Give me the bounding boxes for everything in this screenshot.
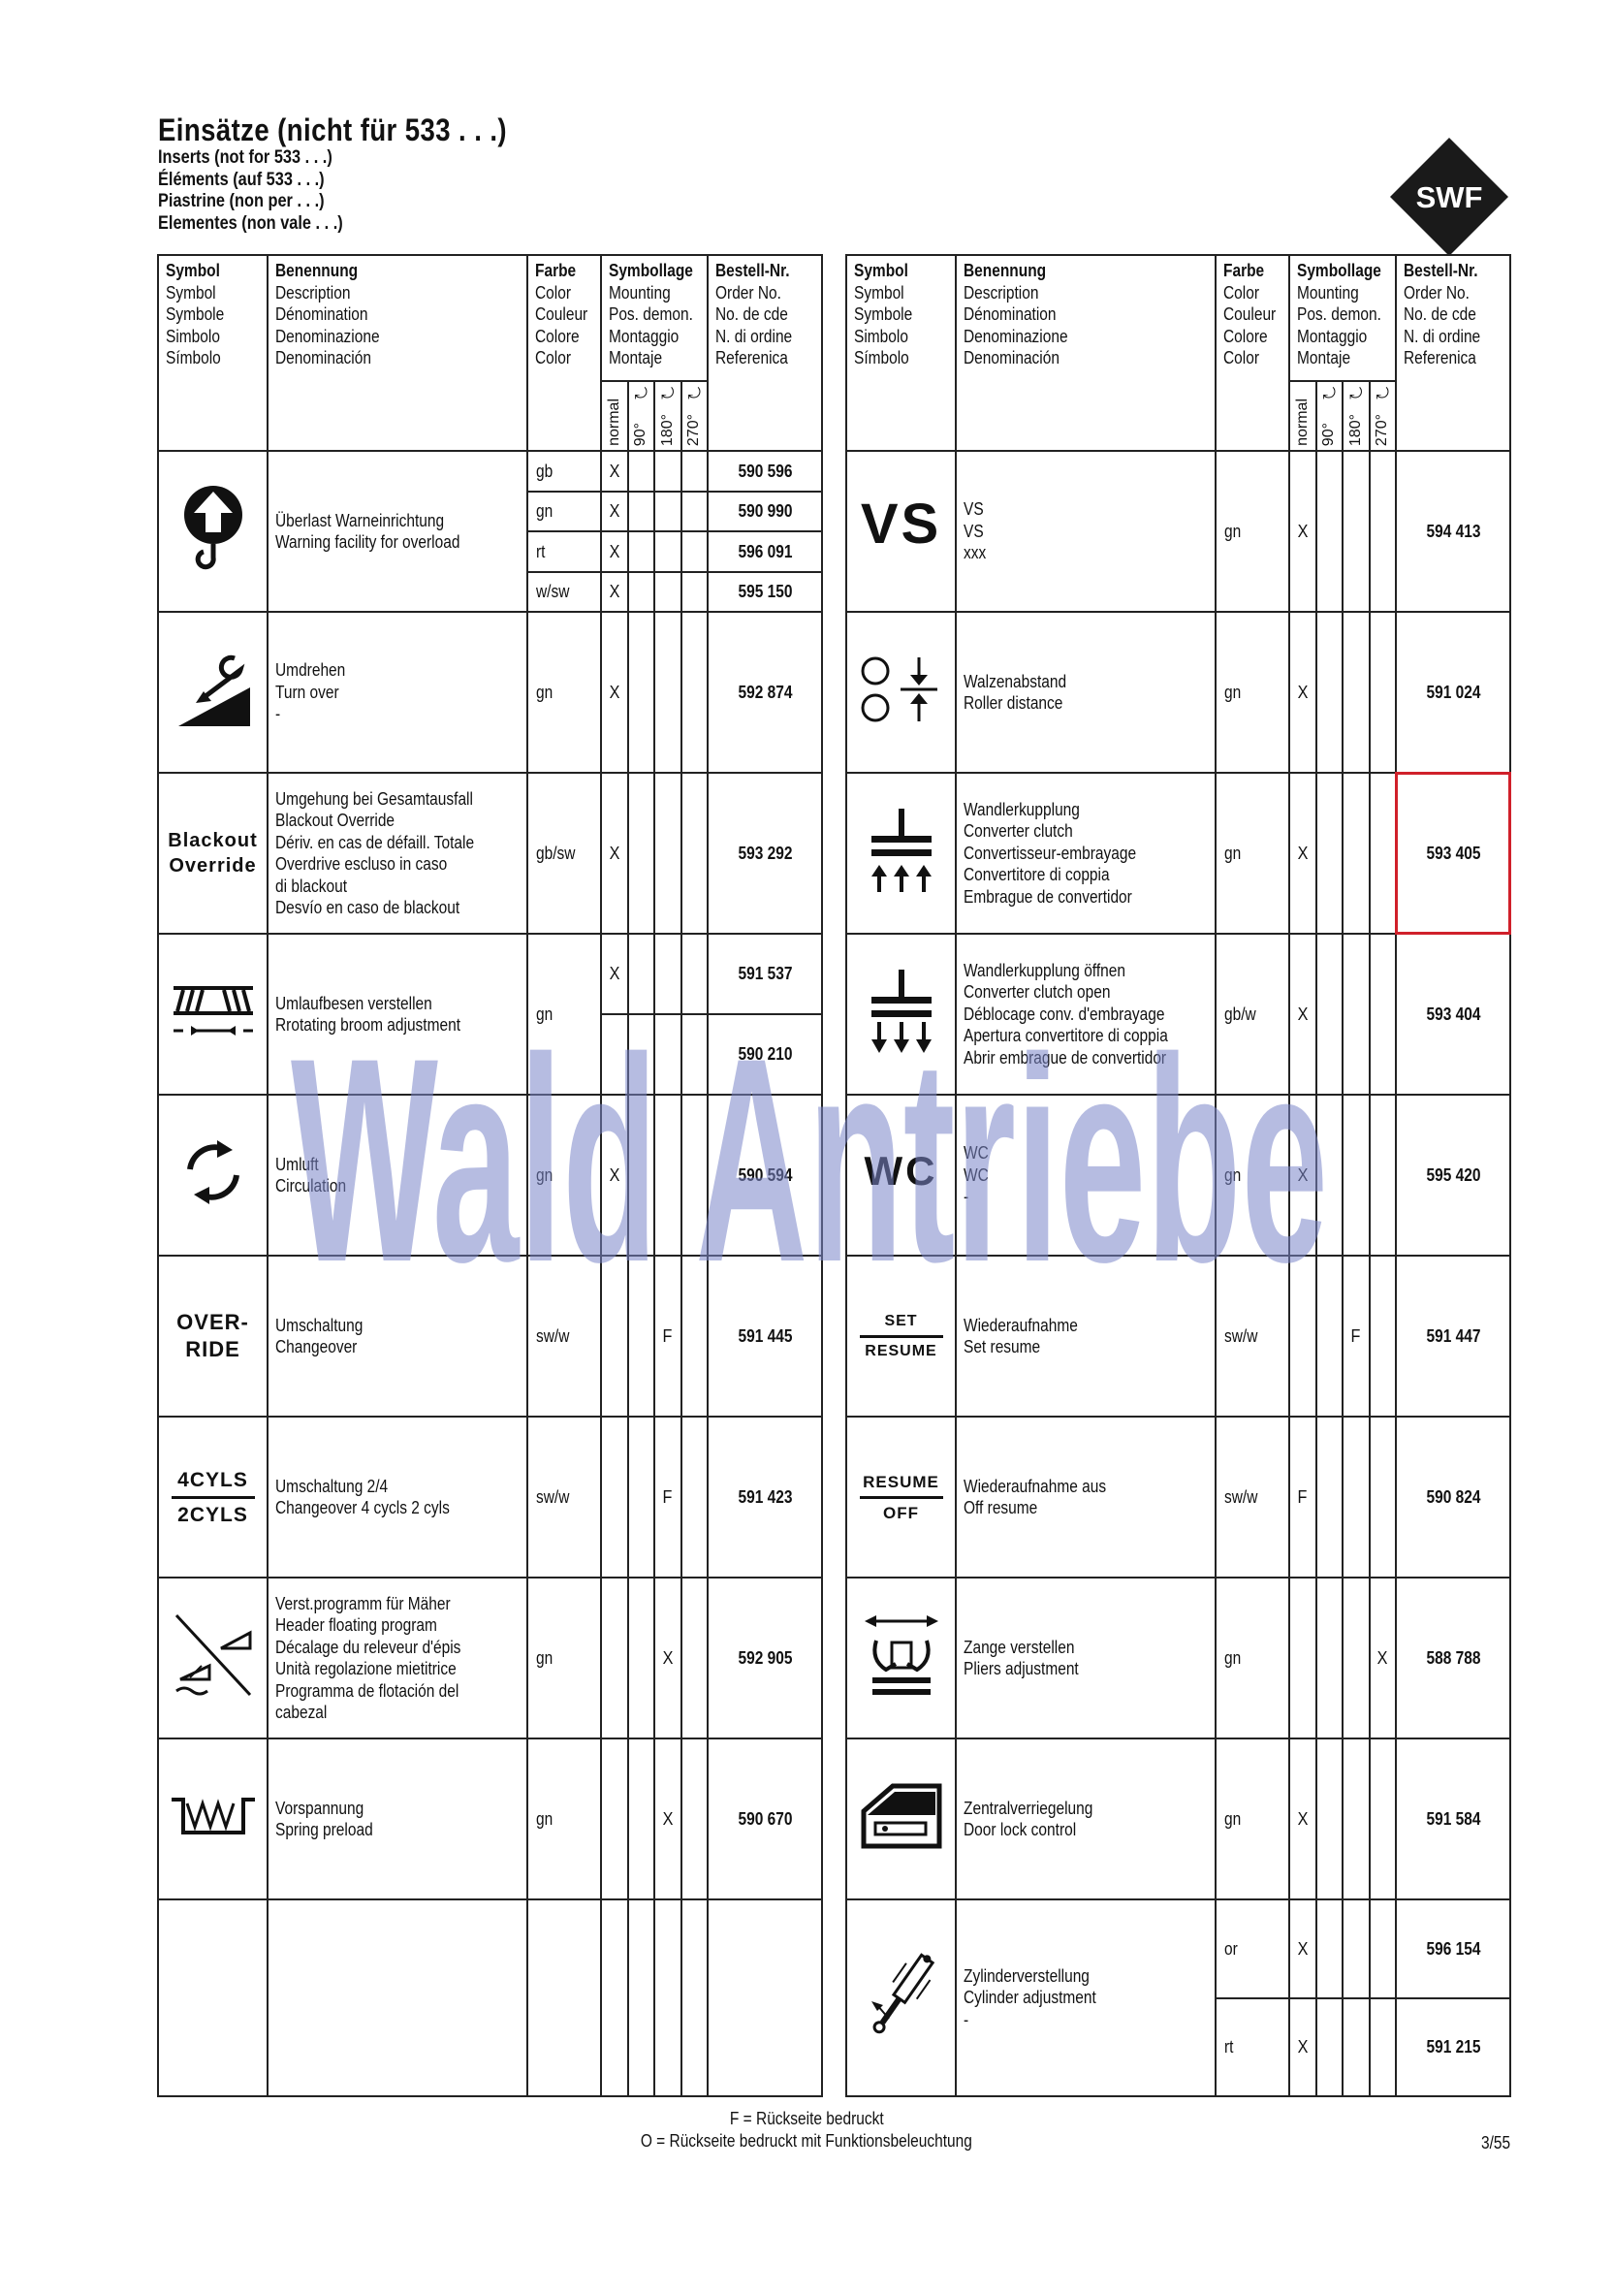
mounting-mark — [628, 612, 655, 773]
order-number: 591 215 — [1396, 1998, 1510, 2097]
mounting-mark — [1343, 1095, 1370, 1256]
mounting-mark — [1289, 1578, 1316, 1738]
symbol-cell — [158, 1095, 268, 1256]
mounting-mark — [628, 1014, 655, 1095]
order-number: 588 788 — [1396, 1578, 1510, 1738]
mounting-mark: X — [1289, 1738, 1316, 1899]
mounting-mark: X — [1289, 451, 1316, 612]
header-name: Benennung Description Dénomination Denominazione Denominación — [268, 255, 527, 451]
mounting-mark — [1316, 1998, 1344, 2097]
mounting-mark: F — [654, 1417, 681, 1578]
symbol-text: RESUME OFF — [847, 1471, 955, 1524]
color-cell: gn — [1216, 1095, 1289, 1256]
header-order: Bestell-Nr. Order No. No. de cde N. di ordine Referenica — [1396, 255, 1510, 451]
table-row — [158, 1578, 822, 1738]
mounting-mark — [628, 1095, 655, 1256]
header-color: Farbe Color Couleur Colore Color — [1216, 255, 1289, 451]
symbol-cell — [846, 1417, 956, 1578]
table-row — [846, 1256, 1510, 1417]
mounting-mark — [1370, 1738, 1397, 1899]
color-cell: gn — [1216, 1738, 1289, 1899]
cylinder-adjustment-icon — [868, 2028, 935, 2048]
table-row — [158, 934, 822, 1014]
order-number: 590 990 — [708, 492, 822, 532]
description-cell: Zange verstellen Pliers adjustment — [956, 1578, 1216, 1738]
door-lock-icon — [858, 1834, 945, 1854]
mounting-mark — [681, 612, 709, 773]
table-row — [158, 1095, 822, 1256]
footer-note-o: O = Rückseite bedruckt mit Funktionsbeleuchtung — [640, 2131, 973, 2151]
symbol-text: SET RESUME — [847, 1311, 955, 1362]
header-mounting: Symbollage Mounting Pos. demon. Montaggio Montaje — [1289, 255, 1396, 381]
mounting-mark — [654, 492, 681, 532]
converter-clutch-open-icon — [868, 1039, 935, 1059]
mounting-mark — [1316, 934, 1344, 1095]
left-parts-table — [157, 254, 823, 2097]
mounting-mark — [1316, 612, 1344, 773]
color-cell: gn — [1216, 1578, 1289, 1738]
table-row-empty — [158, 1899, 822, 2096]
order-number: 590 670 — [708, 1738, 822, 1899]
header-mounting: Symbollage Mounting Pos. demon. Montaggio Montaje — [601, 255, 708, 381]
header-position-0: normal — [1289, 381, 1316, 451]
table-row — [158, 1256, 822, 1417]
order-number: 593 404 — [1396, 934, 1510, 1095]
order-number: 590 210 — [708, 1014, 822, 1095]
mounting-mark: X — [1289, 773, 1316, 934]
symbol-cell — [158, 1738, 268, 1899]
header-position-3: 270° ⤾ — [681, 381, 709, 451]
color-cell: or — [1216, 1899, 1289, 1998]
mounting-mark — [1316, 1256, 1344, 1417]
symbol-text: WC — [864, 1147, 938, 1194]
mounting-mark — [628, 1256, 655, 1417]
mounting-mark — [1316, 1417, 1344, 1578]
table-row — [846, 1578, 1510, 1738]
mounting-mark — [1343, 1738, 1370, 1899]
right-parts-table — [845, 254, 1511, 2097]
mounting-mark: X — [601, 451, 628, 492]
watermark-text: Wald Antriebe — [291, 997, 1328, 1323]
mounting-mark — [628, 934, 655, 1014]
mounting-mark — [681, 934, 709, 1014]
mounting-mark: F — [1343, 1256, 1370, 1417]
color-cell: gn — [527, 934, 601, 1095]
symbol-cell — [846, 1578, 956, 1738]
title-subtitles — [158, 147, 373, 235]
order-number: 596 091 — [708, 531, 822, 572]
description-cell: Umluft Circulation — [268, 1095, 527, 1256]
mounting-mark — [681, 531, 709, 572]
mounting-mark: X — [601, 492, 628, 532]
converter-clutch-icon — [868, 878, 935, 898]
mounting-mark — [601, 1738, 628, 1899]
mounting-mark — [1370, 1998, 1397, 2097]
mounting-mark — [628, 1578, 655, 1738]
symbol-text: OVER- RIDE — [176, 1310, 249, 1361]
color-cell: w/sw — [527, 572, 601, 613]
subtitle-es: Elementes (non vale . . .) — [158, 212, 343, 234]
mounting-mark — [1370, 1417, 1397, 1578]
mounting-mark — [1370, 773, 1397, 934]
description-cell: Wandlerkupplung Converter clutch Convertisseur-embrayage Convertitore di coppia Embrague de convertidor — [956, 773, 1216, 934]
symbol-cell — [158, 934, 268, 1095]
color-cell: gb/sw — [527, 773, 601, 934]
mounting-mark — [628, 1738, 655, 1899]
color-cell: gn — [1216, 451, 1289, 612]
header-position-1: 90° ⤾ — [1316, 381, 1344, 451]
order-number: 591 447 — [1396, 1256, 1510, 1417]
color-cell: gn — [527, 612, 601, 773]
mounting-mark: X — [1370, 1578, 1397, 1738]
symbol-text: Blackout Override — [168, 830, 258, 877]
mounting-mark: X — [601, 1095, 628, 1256]
mounting-mark — [1370, 934, 1397, 1095]
mounting-mark — [1316, 451, 1344, 612]
table-row — [846, 1417, 1510, 1578]
mounting-mark — [601, 1417, 628, 1578]
description-cell: Wiederaufnahme aus Off resume — [956, 1417, 1216, 1578]
table-row — [158, 1738, 822, 1899]
circulation-icon — [176, 1189, 250, 1208]
mounting-mark: X — [654, 1578, 681, 1738]
symbol-cell — [846, 612, 956, 773]
mounting-mark — [1316, 1738, 1344, 1899]
mounting-mark — [1370, 612, 1397, 773]
mounting-mark — [654, 934, 681, 1014]
mounting-mark — [1343, 612, 1370, 773]
description-cell: Umschaltung Changeover — [268, 1256, 527, 1417]
logo-text: SWF — [1415, 180, 1483, 214]
mounting-mark — [1343, 773, 1370, 934]
header-color: Farbe Color Couleur Colore Color — [527, 255, 601, 451]
mounting-mark: F — [1289, 1417, 1316, 1578]
header-position-1: 90° ⤾ — [628, 381, 655, 451]
table-row — [846, 773, 1510, 934]
order-number: 593 292 — [708, 773, 822, 934]
symbol-cell — [846, 1738, 956, 1899]
mounting-mark: X — [1289, 934, 1316, 1095]
mounting-mark — [628, 492, 655, 532]
rotating-broom-icon — [170, 1025, 257, 1044]
mounting-mark — [1343, 1998, 1370, 2097]
subtitle-en: Inserts (not for 533 . . .) — [158, 147, 332, 168]
roller-distance-icon — [860, 710, 943, 729]
symbol-cell — [158, 451, 268, 612]
mounting-mark: X — [601, 773, 628, 934]
mounting-mark — [654, 1014, 681, 1095]
color-cell: gn — [1216, 773, 1289, 934]
mounting-mark — [681, 1417, 709, 1578]
mounting-mark — [681, 572, 709, 613]
pliers-adjustment-icon — [863, 1683, 940, 1703]
mounting-mark — [628, 1417, 655, 1578]
table-row — [846, 934, 1510, 1095]
description-cell: Vorspannung Spring preload — [268, 1738, 527, 1899]
header-order: Bestell-Nr. Order No. No. de cde N. di ordine Referenica — [708, 255, 822, 451]
mounting-mark — [1343, 1578, 1370, 1738]
order-number: 590 824 — [1396, 1417, 1510, 1578]
mounting-mark — [628, 451, 655, 492]
mounting-mark: X — [1289, 612, 1316, 773]
header-floating-icon — [173, 1683, 254, 1703]
table-row — [158, 1417, 822, 1578]
mounting-mark — [1316, 1578, 1344, 1738]
color-cell: gb/w — [1216, 934, 1289, 1095]
header-position-2: 180° ⤾ — [654, 381, 681, 451]
mounting-mark — [1370, 1899, 1397, 1998]
mounting-mark: X — [1289, 1998, 1316, 2097]
color-cell: sw/w — [527, 1256, 601, 1417]
page-number: 3/55 — [1481, 2133, 1511, 2152]
subtitle-fr: Éléments (auf 533 . . .) — [158, 169, 325, 190]
header-name: Benennung Description Dénomination Denominazione Denominación — [956, 255, 1216, 451]
table-row — [846, 1095, 1510, 1256]
table-row — [158, 773, 822, 934]
spring-preload-icon — [170, 1823, 257, 1842]
description-cell: VS VS xxx — [956, 451, 1216, 612]
mounting-mark — [681, 1578, 709, 1738]
swf-logo — [1388, 136, 1510, 258]
color-cell: sw/w — [1216, 1256, 1289, 1417]
page-title: Einsätze (nicht für 533 . . .) — [158, 112, 508, 147]
mounting-mark — [681, 1738, 709, 1899]
description-cell: Walzenabstand Roller distance — [956, 612, 1216, 773]
description-cell: Wiederaufnahme Set resume — [956, 1256, 1216, 1417]
description-cell: Verst.programm für Mäher Header floating program Décalage du releveur d'épis Unità regolazione mietitrice Programma de flotación del cabezal — [268, 1578, 527, 1738]
symbol-cell — [846, 1095, 956, 1256]
order-number: 595 420 — [1396, 1095, 1510, 1256]
order-number: 595 150 — [708, 572, 822, 613]
description-cell: Umgehung bei Gesamtausfall Blackout Override Dériv. en cas de défaill. Totale Overdrive escluso in caso di blackout Desvío en caso de blackout — [268, 773, 527, 934]
mounting-mark — [654, 531, 681, 572]
table-row — [158, 612, 822, 773]
mounting-mark — [1289, 1256, 1316, 1417]
order-number: 591 584 — [1396, 1738, 1510, 1899]
table-row — [158, 451, 822, 492]
color-cell: sw/w — [527, 1417, 601, 1578]
mounting-mark: X — [601, 531, 628, 572]
order-number: 591 423 — [708, 1417, 822, 1578]
overload-hook-icon — [182, 559, 244, 579]
header-symbol: Symbol Symbol Symbole Simbolo Símbolo — [158, 255, 268, 451]
footer-note-f: F = Rückseite bedruckt — [729, 2109, 884, 2128]
color-cell: gn — [527, 1738, 601, 1899]
order-number: 591 445 — [708, 1256, 822, 1417]
mounting-mark — [681, 451, 709, 492]
mounting-mark — [681, 773, 709, 934]
mounting-mark: X — [1289, 1095, 1316, 1256]
color-cell: gn — [527, 492, 601, 532]
order-number: 594 413 — [1396, 451, 1510, 612]
mounting-mark — [681, 1014, 709, 1095]
mounting-mark: X — [601, 934, 628, 1014]
table-row — [846, 1899, 1510, 1998]
order-number: 592 874 — [708, 612, 822, 773]
mounting-mark — [628, 773, 655, 934]
description-cell: Überlast Warneinrichtung Warning facility for overload — [268, 451, 527, 612]
symbol-cell — [846, 773, 956, 934]
description-cell: Wandlerkupplung öffnen Converter clutch open Déblocage conv. d'embrayage Apertura convertitore di coppia Abrir embrague de convertidor — [956, 934, 1216, 1095]
symbol-cell — [158, 1256, 268, 1417]
symbol-cell — [158, 1578, 268, 1738]
mounting-mark: X — [654, 1738, 681, 1899]
order-number: 590 596 — [708, 451, 822, 492]
description-cell: Zentralverriegelung Door lock control — [956, 1738, 1216, 1899]
mounting-mark: X — [601, 572, 628, 613]
mounting-mark — [1343, 934, 1370, 1095]
mounting-mark — [1343, 451, 1370, 612]
symbol-text: VS — [860, 493, 942, 557]
mounting-mark — [1343, 1417, 1370, 1578]
mounting-mark — [654, 451, 681, 492]
symbol-text: 4CYLS 2CYLS — [159, 1467, 267, 1528]
mounting-mark — [654, 773, 681, 934]
mounting-mark — [1343, 1899, 1370, 1998]
mounting-mark — [628, 572, 655, 613]
color-cell: gb — [527, 451, 601, 492]
mounting-mark — [654, 612, 681, 773]
mounting-mark — [601, 1014, 628, 1095]
order-number: 592 905 — [708, 1578, 822, 1738]
color-cell: gn — [527, 1095, 601, 1256]
description-cell: Umschaltung 2/4 Changeover 4 cycls 2 cyls — [268, 1417, 527, 1578]
order-number: 590 594 — [708, 1095, 822, 1256]
mounting-mark — [1316, 1095, 1344, 1256]
color-cell: gn — [1216, 612, 1289, 773]
mounting-mark — [681, 1095, 709, 1256]
mounting-mark — [681, 1256, 709, 1417]
header-position-2: 180° ⤾ — [1343, 381, 1370, 451]
order-number: 596 154 — [1396, 1899, 1510, 1998]
symbol-cell — [846, 1256, 956, 1417]
mounting-mark — [1370, 451, 1397, 612]
header-position-3: 270° ⤾ — [1370, 381, 1397, 451]
mounting-mark — [601, 1578, 628, 1738]
subtitle-it: Piastrine (non per . . .) — [158, 191, 325, 211]
color-cell: sw/w — [1216, 1417, 1289, 1578]
symbol-cell — [846, 451, 956, 612]
color-cell: rt — [527, 531, 601, 572]
mounting-mark — [1370, 1095, 1397, 1256]
color-cell: rt — [1216, 1998, 1289, 2097]
table-row — [846, 1738, 1510, 1899]
symbol-cell — [846, 934, 956, 1095]
description-cell: Umlaufbesen verstellen Rrotating broom adjustment — [268, 934, 527, 1095]
order-number: 591 024 — [1396, 612, 1510, 773]
table-row — [846, 451, 1510, 612]
symbol-cell — [158, 612, 268, 773]
color-cell: gn — [527, 1578, 601, 1738]
mounting-mark — [1370, 1256, 1397, 1417]
mounting-mark: X — [1289, 1899, 1316, 1998]
mounting-mark — [628, 531, 655, 572]
mounting-mark: F — [654, 1256, 681, 1417]
symbol-cell — [158, 773, 268, 934]
header-position-0: normal — [601, 381, 628, 451]
description-cell: Zylinderverstellung Cylinder adjustment - — [956, 1899, 1216, 2096]
mounting-mark — [654, 1095, 681, 1256]
order-number: 593 405 — [1396, 773, 1510, 934]
description-cell: Umdrehen Turn over - — [268, 612, 527, 773]
turn-over-icon — [173, 715, 254, 734]
symbol-cell — [158, 1417, 268, 1578]
symbol-cell — [846, 1899, 956, 2096]
mounting-mark — [1316, 773, 1344, 934]
mounting-mark — [654, 572, 681, 613]
mounting-mark — [1316, 1899, 1344, 1998]
mounting-mark — [601, 1256, 628, 1417]
description-cell: WC WC - — [956, 1095, 1216, 1256]
header-symbol: Symbol Symbol Symbole Simbolo Símbolo — [846, 255, 956, 451]
mounting-mark: X — [601, 612, 628, 773]
mounting-mark — [681, 492, 709, 532]
table-row — [846, 612, 1510, 773]
order-number: 591 537 — [708, 934, 822, 1014]
